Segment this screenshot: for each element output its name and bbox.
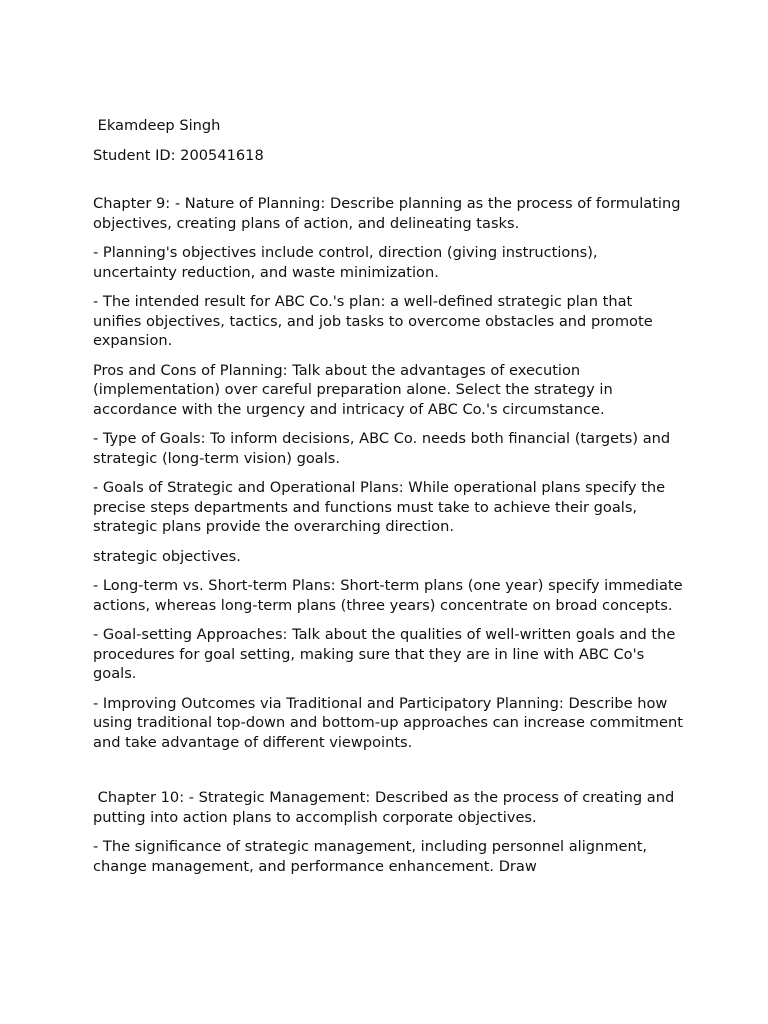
paragraph-traditional-participatory: - Improving Outcomes via Traditional and Participatory Planning: Describe how using traditional top-down and bottom-up approaches can increase commitment and take advantage of different viewpoints. [93, 694, 688, 751]
paragraph-pros-cons: Pros and Cons of Planning: Talk about the advantages of execution (implementation) over careful preparation alone. Select the strategy in accordance with the urgency and intricacy of ABC Co.'s circumstance. [93, 361, 618, 418]
paragraph-strategic-operational: - Goals of Strategic and Operational Plans: While operational plans specify the precise steps departments and functions must take to achieve their goals, strategic plans provide the overarching direction. [93, 479, 670, 535]
chapter-10-intro: Chapter 10: - Strategic Management: Described as the process of creating and putting into action plans to accomplish corporate objectives. [93, 789, 679, 826]
paragraph-planning-objectives: - Planning's objectives include control, direction (giving instructions), uncertainty reduction, and waste minimization. [93, 244, 603, 281]
paragraph-strategic-objectives: strategic objectives. [93, 547, 241, 565]
paragraph-type-of-goals: - Type of Goals: To inform decisions, ABC Co. needs both financial (targets) and strategic (long-term vision) goals. [93, 430, 675, 467]
student-id: Student ID: 200541618 [93, 146, 264, 164]
paragraph-goal-setting: - Goal-setting Approaches: Talk about the qualities of well-written goals and the procedures for goal setting, making sure that they are in line with ABC Co's goals. [93, 626, 681, 682]
paragraph-significance: - The significance of strategic management, including personnel alignment, change management, and performance enhancement. Draw [93, 838, 652, 875]
chapter-9-intro: Chapter 9: - Nature of Planning: Describe planning as the process of formulating objectives, creating plans of action, and delineating tasks. [93, 195, 686, 232]
author-name: Ekamdeep Singh [93, 117, 221, 134]
paragraph-intended-result: - The intended result for ABC Co.'s plan: a well-defined strategic plan that unifies objectives, tactics, and job tasks to overcome obstacles and promote expansion. [93, 293, 658, 349]
paragraph-long-short-term: - Long-term vs. Short-term Plans: Short-term plans (one year) specify immediate actions, whereas long-term plans (three years) concentrate on broad concepts. [93, 577, 688, 614]
document-page [93, 116, 688, 886]
